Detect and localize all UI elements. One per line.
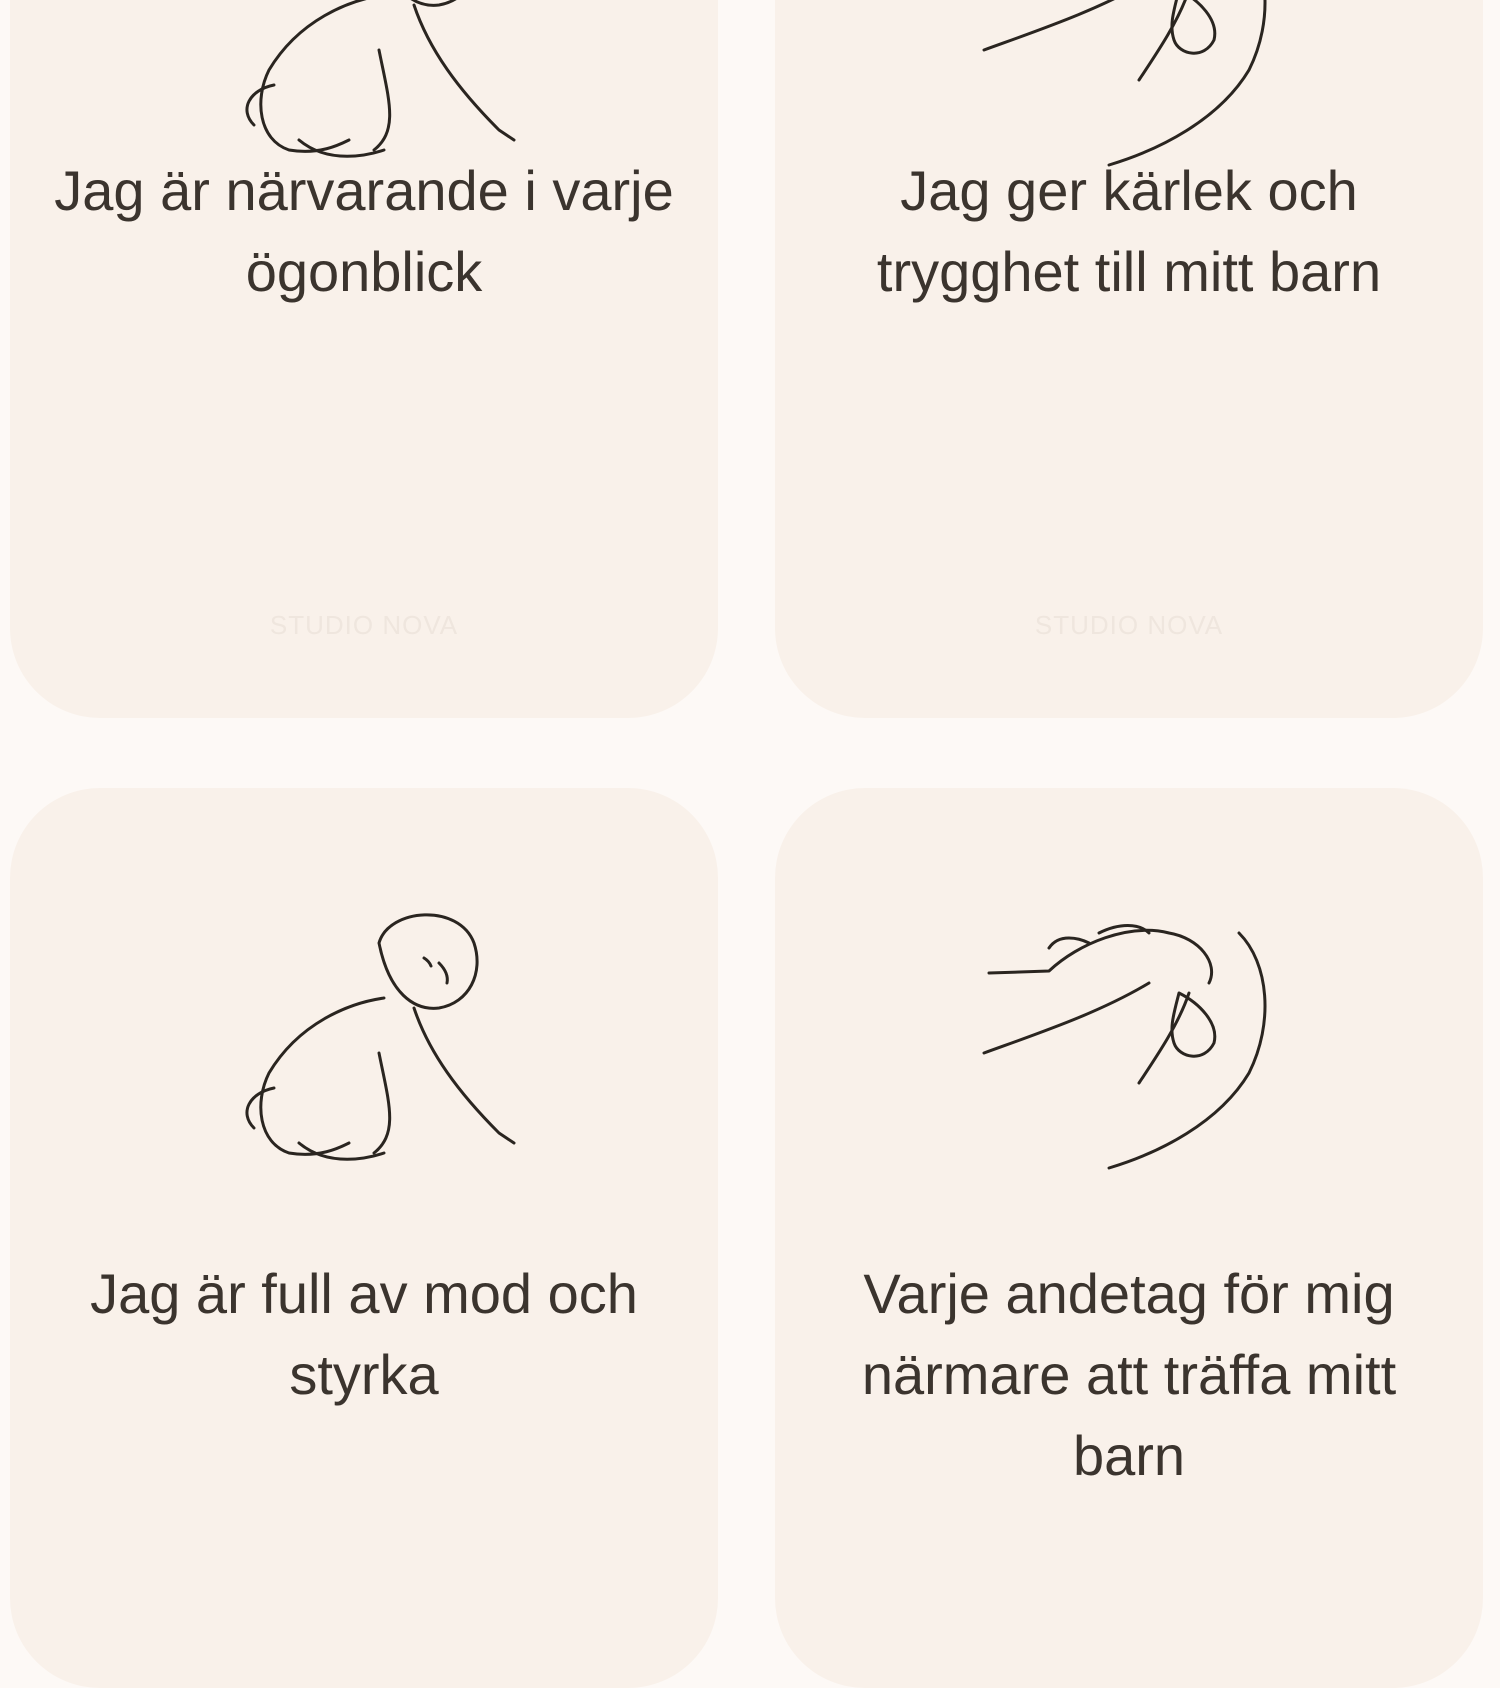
affirmation-card xyxy=(775,788,1483,1688)
holding-hand-icon xyxy=(979,903,1279,1173)
crawling-baby-icon xyxy=(199,903,529,1173)
crawling-baby-icon xyxy=(199,0,529,170)
affirmation-card xyxy=(10,788,718,1688)
affirmation-card xyxy=(10,0,718,718)
affirmation-text: Varje andetag för mig närmare att träffa mitt barn xyxy=(861,1262,1397,1487)
affirmation-text: Jag ger kärlek och trygghet till mitt barn xyxy=(876,159,1382,303)
watermark: STUDIO NOVA xyxy=(269,610,459,640)
affirmation-text: Jag är full av mod och styrka xyxy=(90,1262,638,1406)
affirmation-card xyxy=(775,0,1483,718)
holding-hand-icon xyxy=(979,0,1279,170)
watermark: STUDIO NOVA xyxy=(1034,610,1224,640)
affirmation-text: Jag är närvarande i varje ögonblick xyxy=(54,159,674,303)
